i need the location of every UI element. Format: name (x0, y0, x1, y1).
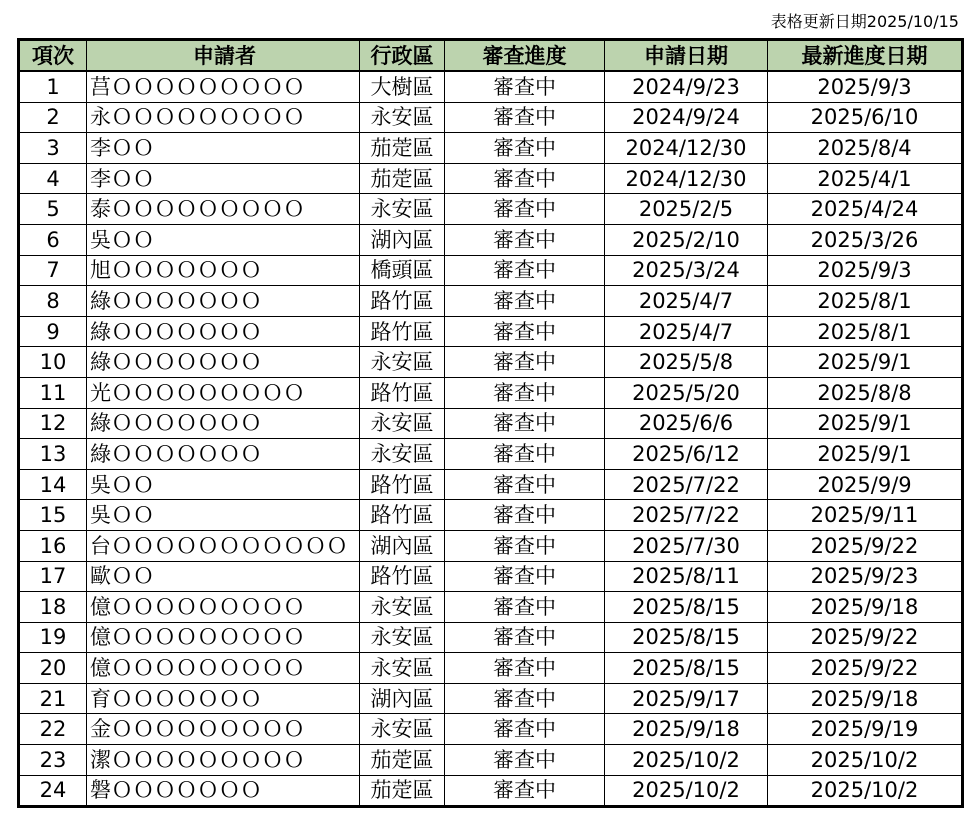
cell-latest-date: 2025/10/2 (768, 775, 963, 807)
cell-district: 永安區 (360, 714, 445, 745)
cell-status: 審查中 (445, 530, 605, 561)
cell-apply-date: 2025/8/11 (605, 561, 768, 592)
cell-applicant: 億ＯＯＯＯＯＯＯＯＯ (87, 653, 360, 684)
cell-status: 審查中 (445, 224, 605, 255)
cell-district: 路竹區 (360, 316, 445, 347)
cell-district: 大樹區 (360, 71, 445, 102)
cell-applicant: 潔ＯＯＯＯＯＯＯＯＯ (87, 745, 360, 776)
cell-applicant: 永ＯＯＯＯＯＯＯＯＯ (87, 102, 360, 133)
table-row (19, 439, 963, 470)
cell-index: 13 (19, 439, 87, 470)
table-row (19, 530, 963, 561)
cell-applicant: 李ＯＯ (87, 133, 360, 164)
table-row (19, 102, 963, 133)
column-header-applicant: 申請者 (87, 40, 360, 72)
cell-applicant: 綠ＯＯＯＯＯＯＯ (87, 347, 360, 378)
cell-apply-date: 2024/12/30 (605, 133, 768, 164)
cell-apply-date: 2025/5/20 (605, 377, 768, 408)
cell-district: 永安區 (360, 653, 445, 684)
cell-applicant: 莒ＯＯＯＯＯＯＯＯＯ (87, 71, 360, 102)
column-header-latest-date: 最新進度日期 (768, 40, 963, 72)
cell-applicant: 光ＯＯＯＯＯＯＯＯＯ (87, 377, 360, 408)
cell-status: 審查中 (445, 408, 605, 439)
cell-status: 審查中 (445, 102, 605, 133)
cell-apply-date: 2024/12/30 (605, 163, 768, 194)
cell-apply-date: 2025/4/7 (605, 316, 768, 347)
cell-district: 茄萣區 (360, 133, 445, 164)
cell-status: 審查中 (445, 133, 605, 164)
cell-latest-date: 2025/4/1 (768, 163, 963, 194)
table-row (19, 316, 963, 347)
cell-latest-date: 2025/3/26 (768, 224, 963, 255)
cell-latest-date: 2025/8/1 (768, 316, 963, 347)
cell-latest-date: 2025/9/1 (768, 439, 963, 470)
cell-apply-date: 2025/3/24 (605, 255, 768, 286)
cell-apply-date: 2024/9/23 (605, 71, 768, 102)
cell-district: 永安區 (360, 194, 445, 225)
cell-district: 永安區 (360, 592, 445, 623)
cell-status: 審查中 (445, 500, 605, 531)
cell-status: 審查中 (445, 316, 605, 347)
cell-apply-date: 2025/5/8 (605, 347, 768, 378)
cell-index: 19 (19, 622, 87, 653)
cell-applicant: 吳ＯＯ (87, 469, 360, 500)
table-row (19, 347, 963, 378)
table-update-date: 表格更新日期2025/10/15 (770, 12, 959, 31)
column-header-index: 項次 (19, 40, 87, 72)
cell-district: 橋頭區 (360, 255, 445, 286)
table-row (19, 653, 963, 684)
table-row (19, 592, 963, 623)
table-row (19, 224, 963, 255)
cell-apply-date: 2025/10/2 (605, 745, 768, 776)
table-row (19, 714, 963, 745)
application-table-container (17, 38, 964, 808)
cell-district: 湖內區 (360, 530, 445, 561)
cell-status: 審查中 (445, 622, 605, 653)
cell-status: 審查中 (445, 163, 605, 194)
cell-applicant: 綠ＯＯＯＯＯＯＯ (87, 439, 360, 470)
cell-latest-date: 2025/9/23 (768, 561, 963, 592)
cell-apply-date: 2025/9/18 (605, 714, 768, 745)
table-row (19, 622, 963, 653)
cell-applicant: 台ＯＯＯＯＯＯＯＯＯＯＯ (87, 530, 360, 561)
cell-district: 路竹區 (360, 377, 445, 408)
table-row (19, 286, 963, 317)
cell-index: 20 (19, 653, 87, 684)
cell-index: 23 (19, 745, 87, 776)
cell-apply-date: 2025/8/15 (605, 653, 768, 684)
cell-index: 1 (19, 71, 87, 102)
table-row (19, 775, 963, 807)
cell-status: 審查中 (445, 469, 605, 500)
column-header-status: 審查進度 (445, 40, 605, 72)
table-row (19, 500, 963, 531)
cell-index: 12 (19, 408, 87, 439)
cell-latest-date: 2025/9/18 (768, 592, 963, 623)
application-status-table (17, 38, 964, 808)
cell-status: 審查中 (445, 683, 605, 714)
table-body (19, 71, 963, 807)
cell-applicant: 旭ＯＯＯＯＯＯＯ (87, 255, 360, 286)
cell-index: 16 (19, 530, 87, 561)
cell-latest-date: 2025/8/8 (768, 377, 963, 408)
cell-applicant: 吳ＯＯ (87, 224, 360, 255)
cell-status: 審查中 (445, 439, 605, 470)
cell-apply-date: 2025/9/17 (605, 683, 768, 714)
cell-index: 22 (19, 714, 87, 745)
cell-district: 路竹區 (360, 561, 445, 592)
cell-applicant: 億ＯＯＯＯＯＯＯＯＯ (87, 592, 360, 623)
cell-applicant: 泰ＯＯＯＯＯＯＯＯＯ (87, 194, 360, 225)
cell-apply-date: 2025/10/2 (605, 775, 768, 807)
cell-district: 茄萣區 (360, 745, 445, 776)
cell-status: 審查中 (445, 194, 605, 225)
cell-applicant: 金ＯＯＯＯＯＯＯＯＯ (87, 714, 360, 745)
cell-applicant: 綠ＯＯＯＯＯＯＯ (87, 408, 360, 439)
cell-apply-date: 2025/2/10 (605, 224, 768, 255)
cell-apply-date: 2025/7/30 (605, 530, 768, 561)
cell-apply-date: 2025/6/6 (605, 408, 768, 439)
cell-latest-date: 2025/9/9 (768, 469, 963, 500)
cell-index: 5 (19, 194, 87, 225)
cell-index: 7 (19, 255, 87, 286)
cell-district: 永安區 (360, 102, 445, 133)
cell-index: 11 (19, 377, 87, 408)
table-header-row (19, 40, 963, 72)
cell-index: 2 (19, 102, 87, 133)
cell-status: 審查中 (445, 71, 605, 102)
cell-index: 4 (19, 163, 87, 194)
cell-apply-date: 2025/7/22 (605, 469, 768, 500)
cell-district: 永安區 (360, 439, 445, 470)
cell-latest-date: 2025/9/22 (768, 622, 963, 653)
cell-status: 審查中 (445, 561, 605, 592)
column-header-apply-date: 申請日期 (605, 40, 768, 72)
cell-status: 審查中 (445, 377, 605, 408)
cell-index: 3 (19, 133, 87, 164)
table-row (19, 163, 963, 194)
cell-status: 審查中 (445, 255, 605, 286)
cell-latest-date: 2025/6/10 (768, 102, 963, 133)
table-row (19, 745, 963, 776)
cell-index: 18 (19, 592, 87, 623)
cell-apply-date: 2025/6/12 (605, 439, 768, 470)
cell-apply-date: 2025/2/5 (605, 194, 768, 225)
column-header-district: 行政區 (360, 40, 445, 72)
cell-latest-date: 2025/8/1 (768, 286, 963, 317)
cell-index: 17 (19, 561, 87, 592)
cell-latest-date: 2025/9/18 (768, 683, 963, 714)
cell-apply-date: 2024/9/24 (605, 102, 768, 133)
cell-latest-date: 2025/9/3 (768, 71, 963, 102)
cell-index: 8 (19, 286, 87, 317)
cell-index: 21 (19, 683, 87, 714)
cell-district: 路竹區 (360, 469, 445, 500)
cell-apply-date: 2025/4/7 (605, 286, 768, 317)
table-row (19, 377, 963, 408)
cell-latest-date: 2025/9/3 (768, 255, 963, 286)
table-row (19, 71, 963, 102)
table-row (19, 133, 963, 164)
cell-district: 路竹區 (360, 286, 445, 317)
table-row (19, 194, 963, 225)
cell-district: 永安區 (360, 347, 445, 378)
table-row (19, 683, 963, 714)
cell-applicant: 育ＯＯＯＯＯＯＯ (87, 683, 360, 714)
table-row (19, 408, 963, 439)
table-row (19, 561, 963, 592)
cell-index: 9 (19, 316, 87, 347)
table-row (19, 255, 963, 286)
cell-applicant: 綠ＯＯＯＯＯＯＯ (87, 286, 360, 317)
table-row (19, 469, 963, 500)
cell-apply-date: 2025/7/22 (605, 500, 768, 531)
cell-applicant: 綠ＯＯＯＯＯＯＯ (87, 316, 360, 347)
cell-index: 10 (19, 347, 87, 378)
cell-applicant: 磐ＯＯＯＯＯＯＯ (87, 775, 360, 807)
cell-district: 湖內區 (360, 683, 445, 714)
cell-status: 審查中 (445, 347, 605, 378)
cell-district: 茄萣區 (360, 775, 445, 807)
cell-latest-date: 2025/9/22 (768, 653, 963, 684)
cell-status: 審查中 (445, 653, 605, 684)
cell-latest-date: 2025/9/22 (768, 530, 963, 561)
cell-applicant: 歐ＯＯ (87, 561, 360, 592)
cell-status: 審查中 (445, 775, 605, 807)
cell-status: 審查中 (445, 714, 605, 745)
cell-status: 審查中 (445, 286, 605, 317)
cell-apply-date: 2025/8/15 (605, 592, 768, 623)
cell-latest-date: 2025/10/2 (768, 745, 963, 776)
cell-applicant: 億ＯＯＯＯＯＯＯＯＯ (87, 622, 360, 653)
cell-district: 湖內區 (360, 224, 445, 255)
cell-index: 15 (19, 500, 87, 531)
cell-apply-date: 2025/8/15 (605, 622, 768, 653)
cell-index: 24 (19, 775, 87, 807)
cell-status: 審查中 (445, 592, 605, 623)
cell-applicant: 李ＯＯ (87, 163, 360, 194)
cell-latest-date: 2025/9/11 (768, 500, 963, 531)
cell-latest-date: 2025/8/4 (768, 133, 963, 164)
cell-district: 永安區 (360, 622, 445, 653)
cell-applicant: 吳ＯＯ (87, 500, 360, 531)
cell-latest-date: 2025/4/24 (768, 194, 963, 225)
cell-district: 茄萣區 (360, 163, 445, 194)
cell-district: 路竹區 (360, 500, 445, 531)
cell-latest-date: 2025/9/1 (768, 408, 963, 439)
cell-latest-date: 2025/9/19 (768, 714, 963, 745)
cell-district: 永安區 (360, 408, 445, 439)
cell-index: 6 (19, 224, 87, 255)
cell-status: 審查中 (445, 745, 605, 776)
cell-latest-date: 2025/9/1 (768, 347, 963, 378)
cell-index: 14 (19, 469, 87, 500)
